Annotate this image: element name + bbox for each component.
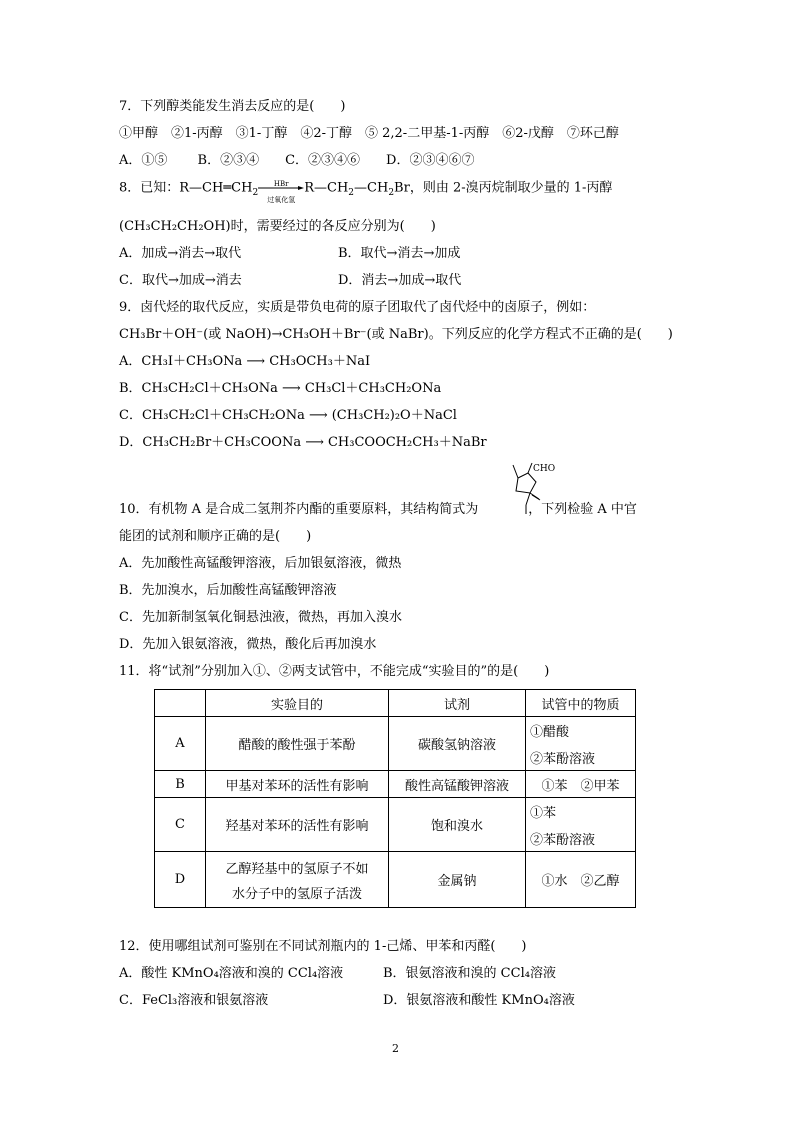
table-row xyxy=(155,717,636,771)
q9-option-a: A．CH₃I＋CH₃ONa ⟶ CH₃OCH₃＋NaI xyxy=(119,354,371,369)
table-header-row xyxy=(155,690,636,717)
q9-stem: 9．卤代烃的取代反应，实质是带负电荷的原子团取代了卤代烃中的卤原子，例如： xyxy=(119,300,596,315)
row-goal: 羟基对苯环的活性有影响 xyxy=(206,798,389,852)
experiment-table xyxy=(154,689,636,908)
q7-items: ①甲醇 ②1-丙醇 ③1-丁醇 ④2-丁醇 ⑤ 2,2-二甲基-1-丙醇 ⑥2-戊醇 ⑦环己醇 xyxy=(119,126,619,141)
q8-option-a: A．加成→消去→取代 xyxy=(119,246,242,261)
header-cell: 试剂 xyxy=(389,690,526,717)
q9-option-c: C．CH₃CH₂Cl＋CH₃CH₂ONa ⟶ (CH₃CH₂)₂O＋NaCl xyxy=(119,408,457,423)
row-substances: ①苯 ②苯酚溶液 xyxy=(526,798,636,852)
table-row xyxy=(155,771,636,798)
q7-options: A．①⑤ B．②③④ C．②③④⑥ D．②③④⑥⑦ xyxy=(119,153,475,168)
row-reagent: 碳酸氢钠溶液 xyxy=(389,717,526,771)
reaction-arrow: HBr 过氧化氢 xyxy=(258,180,304,196)
q9-example: CH₃Br＋OH⁻(或 NaOH)→CH₃OH＋Br⁻(或 NaBr)。下列反应的化学方程式不正确的是( ) xyxy=(119,327,673,342)
header-cell xyxy=(155,690,206,717)
q8-option-d: D．消去→加成→取代 xyxy=(338,273,462,288)
q10-option-d: D．先加入银氨溶液，微热，酸化后再加溴水 xyxy=(119,637,377,652)
row-reagent: 酸性高锰酸钾溶液 xyxy=(389,771,526,798)
q8-option-c: C．取代→加成→消去 xyxy=(119,273,242,288)
row-goal: 乙醇羟基中的氢原子不如 水分子中的氢原子活泼 xyxy=(206,852,389,908)
row-substances: ①水 ②乙醇 xyxy=(526,852,636,908)
header-cell: 实验目的 xyxy=(206,690,389,717)
q12-option-a: A．酸性 KMnO₄溶液和溴的 CCl₄溶液 xyxy=(119,966,344,981)
row-id: B xyxy=(155,771,206,798)
header-cell: 试管中的物质 xyxy=(526,690,636,717)
q10-line2: 能团的试剂和顺序正确的是( ) xyxy=(119,529,312,544)
q10-option-c: C．先加新制氢氧化铜悬浊液，微热，再加入溴水 xyxy=(119,610,402,625)
q10-stem: 10．有机物 A 是合成二氢荆芥内酯的重要原料，其结构简式为 ，下列检验 A 中官 xyxy=(119,502,637,517)
cho-label: CHO xyxy=(533,464,556,474)
row-id: C xyxy=(155,798,206,852)
q10-option-a: A．先加酸性高锰酸钾溶液，后加银氨溶液，微热 xyxy=(119,556,402,571)
q9-option-d: D．CH₃CH₂Br＋CH₃COONa ⟶ CH₃COOCH₂CH₃＋NaBr xyxy=(119,435,487,450)
row-substances: ①醋酸 ②苯酚溶液 xyxy=(526,717,636,771)
q7-stem: 7．下列醇类能发生消去反应的是( ) xyxy=(119,99,346,114)
q8-stem: 8．已知：$R—CH═CH_2$ HBr 过氧化氢 $R—CH_2—CH_2Br$，则由 2-溴丙烷制取少量的 1-丙醇 xyxy=(119,180,613,204)
page-number: 2 xyxy=(392,1042,399,1055)
q11-stem: 11．将“试剂”分别加入①、②两支试管中，不能完成“实验目的”的是( ) xyxy=(119,664,550,679)
row-goal: 醋酸的酸性强于苯酚 xyxy=(206,717,389,771)
table-row xyxy=(155,798,636,852)
q12-stem: 12．使用哪组试剂可鉴别在不同试剂瓶内的 1-己烯、甲苯和丙醛( ) xyxy=(119,939,527,954)
row-reagent: 金属钠 xyxy=(389,852,526,908)
row-id: D xyxy=(155,852,206,908)
q12-option-b: B．银氨溶液和溴的 CCl₄溶液 xyxy=(383,966,556,981)
q12-option-c: C．FeCl₃溶液和银氨溶液 xyxy=(119,993,269,1008)
q8-line2: (CH₃CH₂CH₂OH)时，需要经过的各反应分别为( ) xyxy=(119,219,436,234)
q10-option-b: B．先加溴水，后加酸性高锰酸钾溶液 xyxy=(119,583,337,598)
row-reagent: 饱和溴水 xyxy=(389,798,526,852)
table-row xyxy=(155,852,636,908)
row-id: A xyxy=(155,717,206,771)
row-goal: 甲基对苯环的活性有影响 xyxy=(206,771,389,798)
row-substances: ①苯 ②甲苯 xyxy=(526,771,636,798)
q12-option-d: D．银氨溶液和酸性 KMnO₄溶液 xyxy=(383,993,575,1008)
q9-option-b: B．CH₃CH₂Cl＋CH₃ONa ⟶ CH₃Cl＋CH₃CH₂ONa xyxy=(119,381,442,396)
q8-option-b: B．取代→消去→加成 xyxy=(338,246,461,261)
